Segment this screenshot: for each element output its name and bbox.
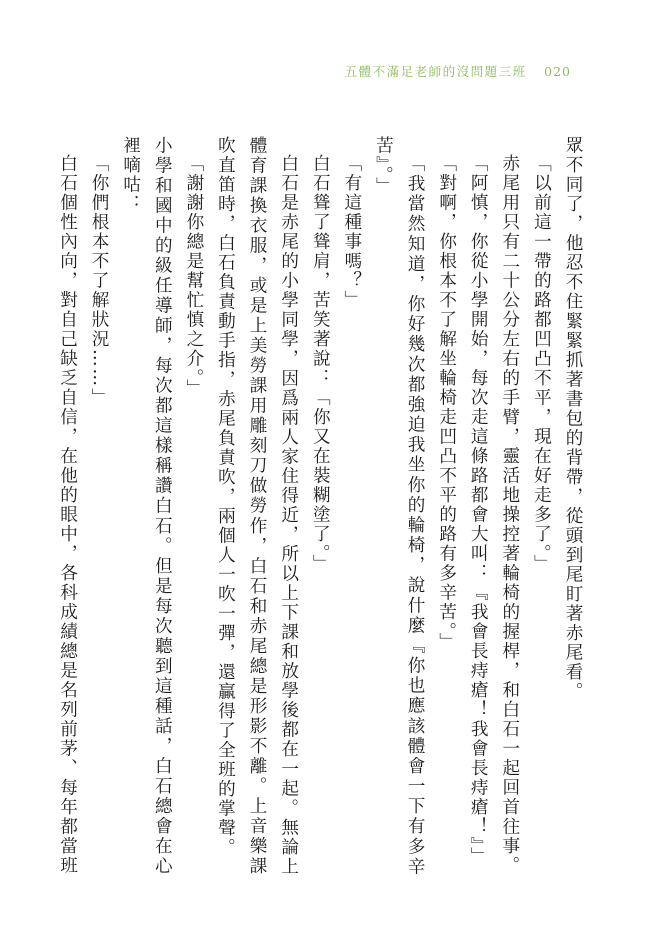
paragraph: 「阿慎，你從小學開始，每次走這條路都會大叫：『我會長痔瘡！我會長痔瘡！』」 xyxy=(468,153,489,867)
paragraph: 小學和國中的級任導師，每次都這樣稱讚白石。但是每次聽到這種話，白石總會在心裡嘀咕： xyxy=(120,136,173,876)
running-header xyxy=(345,62,571,80)
paragraph: 「以前這一帶的路都凹凸不平，現在好走多了。」 xyxy=(531,153,552,574)
paragraph: 「你們根本不了解狀況……」 xyxy=(89,153,110,408)
book-title: 五體不滿足老師的沒問題三班 xyxy=(344,64,527,79)
page-number: 020 xyxy=(544,64,571,79)
paragraph: 眾不同了，他忍不住緊緊抓著書包的背帶，從頭到尾盯著赤尾看。 xyxy=(563,136,583,702)
paragraph: 「謝謝你總是幫忙慎之介。」 xyxy=(183,153,204,399)
paragraph: 「有這種事嗎？」 xyxy=(341,153,362,310)
paragraph: 「對啊，你根本不了解坐輪椅走凹凸不平的路有多辛苦。」 xyxy=(436,153,457,652)
vertical-body-text xyxy=(57,136,588,876)
paragraph: 「我當然知道，你好幾次都強迫我坐你的輪椅，說什麼『你也應該體會一下有多辛苦』。」 xyxy=(373,136,426,876)
paragraph: 白石聳了聳肩，苦笑著說：「你又在裝糊塗了。」 xyxy=(310,153,331,574)
paragraph: 赤尾用只有二十公分左右的手臂，靈活地操控著輪椅的握桿，和白石一起回首往事。 xyxy=(499,153,520,876)
paragraph: 白石個性內向，對自己缺乏自信，在他的眼中，各科成績總是名列前茅、每年都當班 xyxy=(57,153,78,876)
paragraph: 白石是赤尾的小學同學，因爲兩人家住得近，所以上下課和放學後都在一起。無論上體育課換衣服，或是上美勞課用雕刻刀做勞作，白石和赤尾總是形影不離。上音樂課吹直笛時，白石負責動手指，赤尾負責吹，兩個人一吹一彈，還贏得了全班的掌聲。 xyxy=(215,136,299,876)
